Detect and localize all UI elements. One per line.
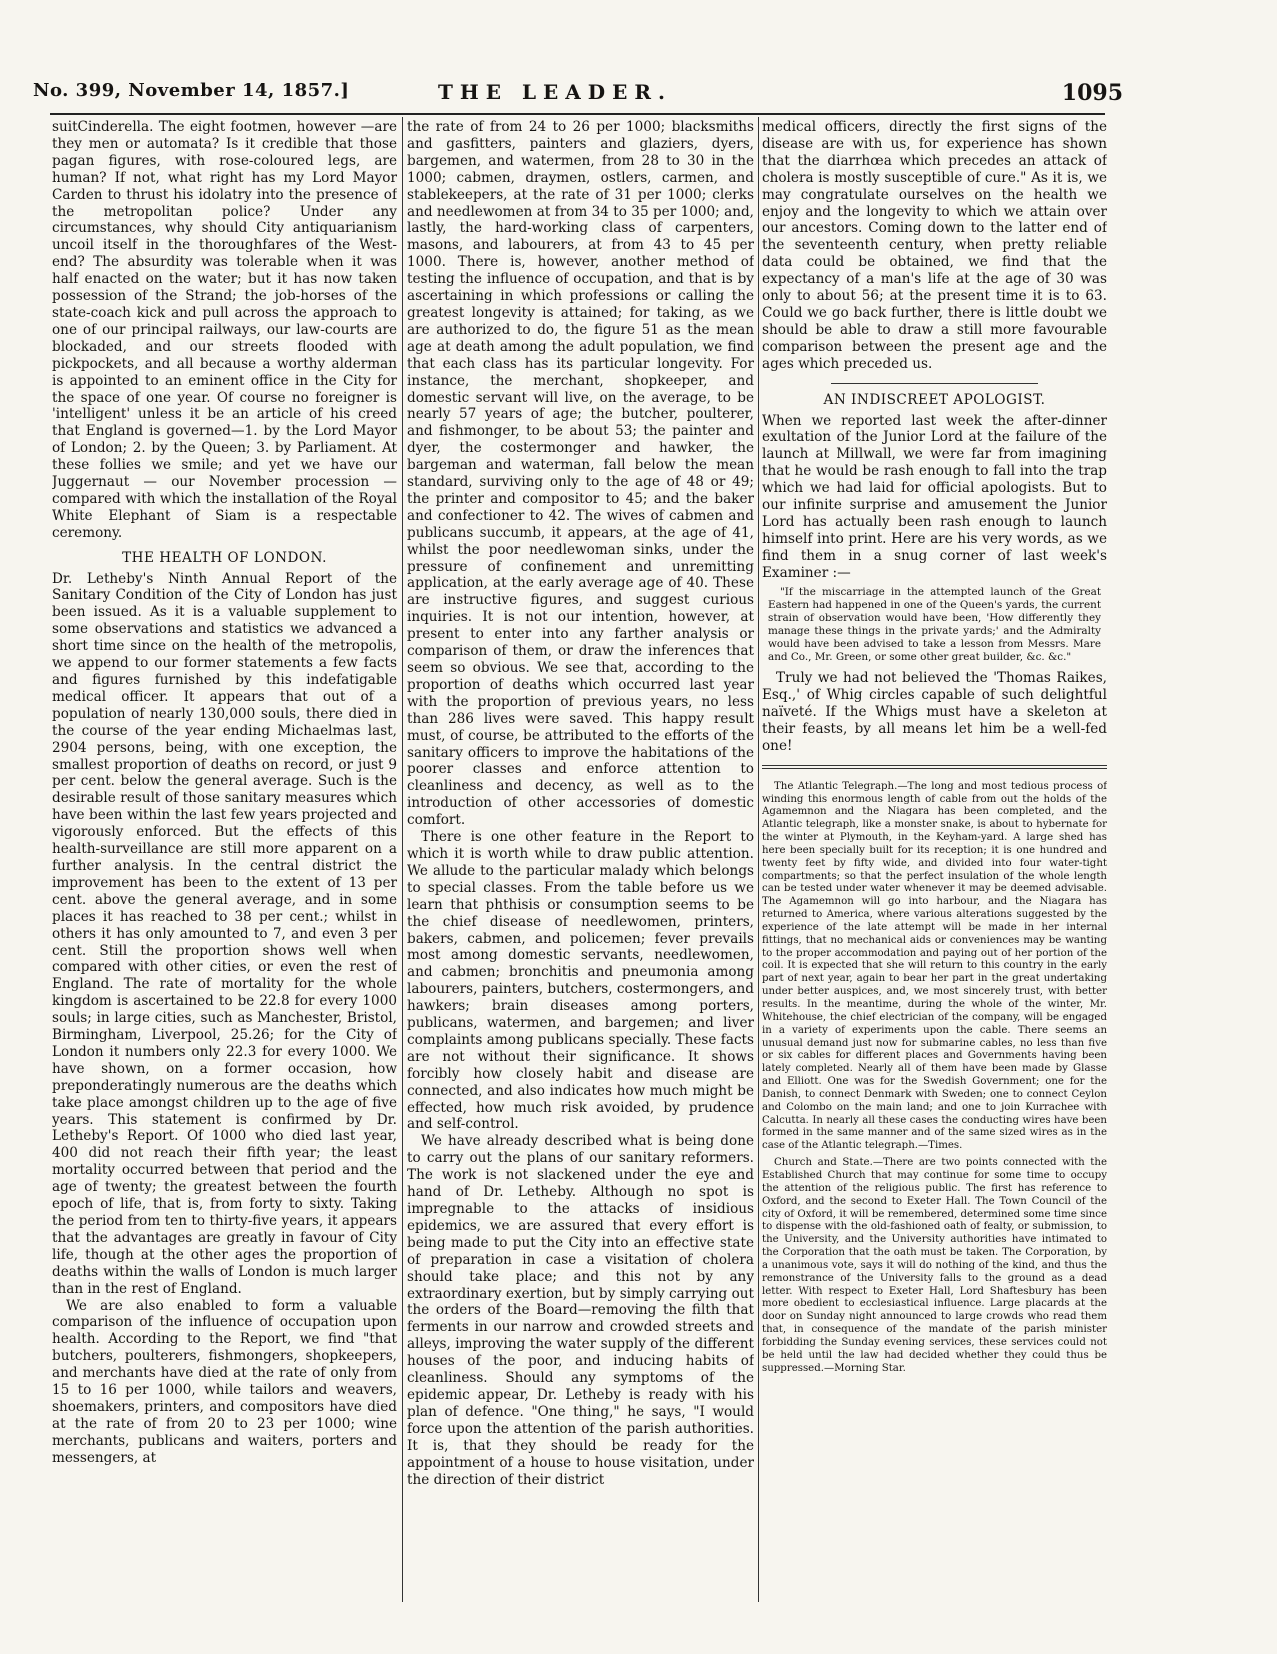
- section-heading-indiscreet-apologist: AN INDISCREET APOLOGIST.: [823, 391, 1046, 408]
- examiner-quote: "If the miscarriage in the attempted launch of the Great Eastern had happened in one of the Queen's yards, the current strain of observation would have been, 'How differently they manage these things in the private yards;' and the Admiralty would have been advised to take a lesson from Messrs. Mare and Co., Mr. Green, or some other great builder, &c. &c.": [768, 585, 1101, 664]
- cinderella-paragraph: suitCinderella. The eight footmen, however —are they men or automata? Is it credible that those pagan figures, with rose-coloured legs, are human? If not, what right has my Lord Mayor Carden to thrust his idolatry into the presence of the metropolitan police? Under any circumstances, why should City antiquarianism uncoil itself in the thoroughfares of the West-end? The absurdity was tolerable when it was half enacted on the water; but it has now taken possession of the Strand; the job-horses of the state-coach kick and pull across the approach to one of our principal railways, our law-courts are blockaded, and our streets flooded with pickpockets, and all because a worthy alderman is appointed to an eminent office in the City for the space of one year. Of course no foreigner is 'intelligent' unless it be an article of his creed that England is governed—1. by the Lord Mayor of London; 2. by the Queen; 3. by Parliament. At these follies we smile; and yet we have our Juggernaut — our November procession — compared with which the installation of the Royal White Elephant of Siam is a respectable ceremony.: [52, 119, 397, 541]
- masthead-title: THE LEADER.: [438, 80, 672, 104]
- sanitary-reformers-paragraph: We have already described what is being done to carry out the plans of our sanitary reformers. The work is not slackened under the eye and hand of Dr. Letheby. Although no spot is impregnable to the attacks of insidious epidemics, we are assured that every effort is being made to put the City into an effective state of preparation in case a visitation of cholera should take place; and this not by any extraordinary exertion, but by simply carrying out the orders of the Board—removing the filth that ferments in our narrow and crowded streets and alleys, improving the water supply of the different houses of the poor, and inducing habits of cleanliness. Should any symptoms of the epidemic appear, Dr. Letheby is ready with his plan of defence. "One thing," he says, "I would force upon the attention of the parish authorities. It is, that they should be ready for the appointment of a house to house visitation, under the direction of their district: [407, 1133, 754, 1488]
- mortality-rates-paragraph: the rate of from 24 to 26 per 1000; blacksmiths and gasfitters, painters and glaziers, dyers, bargemen, and watermen, from 28 to 30 in the 1000; cabmen, draymen, ostlers, carmen, and stablekeepers, at the rate of 31 per 1000; clerks and needlewomen at from 34 to 35 per 1000; and, lastly, the hard-working class of carpenters, masons, and labourers, at from 43 to 45 per 1000. There is, however, another method of testing the influence of occupation, and that is by ascertaining in which professions or calling the greatest longevity is attained; for taking, as we are authorized to do, the figure 51 as the mean age at death among the adult population, we find that each class has its particular longevity. For instance, the merchant, shopkeeper, and domestic servant will live, on the average, to be nearly 57 years of age; the butcher, poulterer, and fishmonger, to be about 53; the painter and dyer, the costermonger and hawker, the bargeman and waterman, fall below the mean standard, surviving only to the age of 48 or 49; the printer and compositor to 45; and the baker and confectioner to 42. The wives of cabmen and publicans succumb, it appears, at the age of 41, whilst the poor needlewoman sinks, under the pressure of confinement and unremitting application, at the early average age of 40. These are instructive figures, and suggest curious inquiries. It is not our intention, however, at present to enter into any farther analysis or comparison of them, or draw the inferences that seem so obvious. We see that, according to the proportion of deaths which occurred last year with the proportion of previous years, no less than 286 lives were saved. This happy result must, of course, be attributed to the efforts of the sanitary officers to improve the habitations of the poorer classes and enforce attention to cleanliness and decency, as well as to the introduction of other accessories of domestic comfort.: [407, 119, 754, 829]
- junior-lord-paragraph: When we reported last week the after-dinner exultation of the Junior Lord at the failure of the launch at Millwall, we were far from imagining that he would be rash enough to fall into the trap which we had laid for official apologists. But to our infinite surprise and amusement the Junior Lord has actually been rash enough to launch himself into print. Here are his very words, as we find them in a snug corner of last week's Examiner :—: [762, 412, 1107, 581]
- column-3: [762, 119, 1107, 1602]
- malady-paragraph: There is one other feature in the Report to which it is worth while to draw public attention. We allude to the particular malady which belongs to special classes. From the table before us we learn that phthisis or consumption seems to be the chief disease of needlewomen, printers, bakers, cabmen, and policemen; fever prevails most among domestic servants, needlewomen, and cabmen; bronchitis and pneumonia among labourers, painters, butchers, costermongers, and hawkers; brain diseases among porters, publicans, watermen, and bargemen; and liver complaints among publicans specially. These facts are not without their significance. It shows forcibly how closely habit and disease are connected, and also indicates how much might be effected, how much risk avoided, by prudence and self-control.: [407, 829, 754, 1133]
- thomas-raikes-paragraph: Truly we had not believed the 'Thomas Raikes, Esq.,' of Whig circles capable of such delightful naïveté. If the Whigs must have a skeleton at their feasts, by all means let him be a well-fed one!: [762, 670, 1107, 754]
- section-heading-health-of-london: THE HEALTH OF LONDON.: [122, 549, 327, 566]
- occupation-paragraph: We are also enabled to form a valuable comparison of the influence of occupation upon health. According to the Report, we find "that butchers, poulterers, fishmongers, shopkeepers, and merchants have died at the rate of only from 15 to 16 per 1000, while tailors and weavers, shoemakers, printers, and compositors have died at the rate of from 20 to 23 per 1000; wine merchants, publicans and waiters, porters and messengers, at: [52, 1297, 397, 1466]
- issue-date: No. 399, November 14, 1857.]: [33, 80, 350, 101]
- page-header: [33, 80, 1123, 106]
- medical-officers-paragraph: medical officers, directly the first signs of the disease are with us, for experience has shown that the diarrhœa which precedes an attack of cholera is mostly susceptible of cure." As it is, we may congratulate ourselves on the health we enjoy and the longevity to which we attain over our ancestors. Coming down to the latter end of the seventeenth century, when pretty reliable data could be obtained, we find that the expectancy of a man's life at the age of 30 was only to about 56; at the present time it is to 63. Could we go back further, there is little doubt we should be able to draw a still more favourable comparison between the present age and the ages which preceded us.: [762, 119, 1107, 372]
- note-church-and-state: Church and State.—There are two points connected with the Established Church that may continue for some time to occupy the attention of the religious public. The first has reference to Oxford, and the second to Exeter Hall. The Town Council of the city of Oxford, it will be remembered, determined some time since to dispense with the old-fashioned oath of fealty, or submission, to the University, and the University authorities have intimated to the Corporation that the oath must be taken. The Corporation, by a unanimous vote, says it will do nothing of the kind, and thus the remonstrance of the University falls to the ground as a dead letter. With respect to Exeter Hall, Lord Shaftesbury has been more obedient to ecclesiastical influence. Large placards at the door on Sunday night announced to large crowds who read them that, in consequence of the mandate of the parish minister forbidding the Sunday evening services, these services could not be held until the law had decided whether they could thus be suppressed.—Morning Star.: [762, 1157, 1107, 1374]
- page-number: 1095: [1061, 80, 1123, 106]
- column-2: [407, 119, 754, 1602]
- double-rule: [762, 765, 1107, 769]
- note-atlantic-telegraph: The Atlantic Telegraph.—The long and most tedious process of winding this enormous length of cable from out the holds of the Agamemnon and the Niagara has been completed, and the Atlantic telegraph, like a monster snake, is about to hybernate for the winter at Plymouth, in the Keyham-yard. A large shed has here been specially built for its reception; it is one hundred and twenty feet by fifty wide, and divided into four water-tight compartments; so that the perfect insulation of the whole length can be tested under water whenever it may be deemed advisable. The Agamemnon will go into harbour, and the Niagara has returned to America, where various alterations suggested by the experience of the late attempt will be made in her internal fittings, that no mechanical aids or conveniences may be wanting to the proper accommodation and paying out of her portion of the coil. It is expected that she will return to this country in the early part of next year, again to bear her part in the great undertaking under better auspices, and, we most sincerely trust, with better results. In the meantime, during the whole of the winter, Mr. Whitehouse, the chief electrician of the company, will be engaged in a variety of experiments upon the cable. There seems an unusual demand just now for submarine cables, no less than five or six cables for different places and Governments having been lately completed. Nearly all of them have been made by Glasse and Elliott. One was for the Swedish Government; one for the Danish, to connect Denmark with Sweden; one to connect Ceylon and Colombo on the main land; and one to join Kurrachee with Calcutta. In nearly all these cases the conducting wires have been formed in the same manner and of the same sized wires as in the case of the Atlantic telegraph.—Times.: [762, 780, 1107, 1152]
- column-rule-1: [402, 117, 403, 1602]
- section-rule: [831, 383, 1038, 384]
- letheby-report-paragraph: Dr. Letheby's Ninth Annual Report of the Sanitary Condition of the City of London has just been issued. As it is a valuable supplement to some observations and statistics we advanced a short time since on the health of the metropolis, we append to our former statements a few facts and figures furnished by this indefatigable medical officer. It appears that out of a population of nearly 130,000 souls, there died in the course of the year ending Michaelmas last, 2904 persons, being, with one exception, the smallest proportion of deaths on record, or just 9 per cent. below the general average. Such is the desirable result of those sanitary measures which have been within the last few years projected and vigorously enforced. But the effects of this health-surveillance are still more apparent on a further analysis. In the central district the improvement has been to the extent of 13 per cent. above the general average, and in some places it has reached to 38 per cent.; whilst in others it has only amounted to 7, and even 3 per cent. Still the proportion shows well when compared with other cities, or even the rest of England. The rate of mortality for the whole kingdom is ascertained to be 22.8 for every 1000 souls; in large cities, such as Manchester, Bristol, Birmingham, Liverpool, 25.26; for the City of London it numbers only 22.3 for every 1000. We have shown, on a former occasion, how preponderatingly numerous are the deaths which take place amongst children up to the age of five years. This statement is confirmed by Dr. Letheby's Report. Of 1000 who died last year, 400 did not reach their fifth year; the least mortality occurred between that period and the age of twenty; the greatest between the fourth epoch of life, that is, from forty to sixty. Taking the period from ten to thirty-five years, it appears that the advantages are greatly in favour of City life, though at the other ages the proportion of deaths within the walls of London is much larger than in the rest of England.: [52, 570, 397, 1297]
- column-1: [52, 119, 397, 1602]
- header-rule: [50, 113, 1105, 115]
- column-rule-2: [758, 117, 759, 1602]
